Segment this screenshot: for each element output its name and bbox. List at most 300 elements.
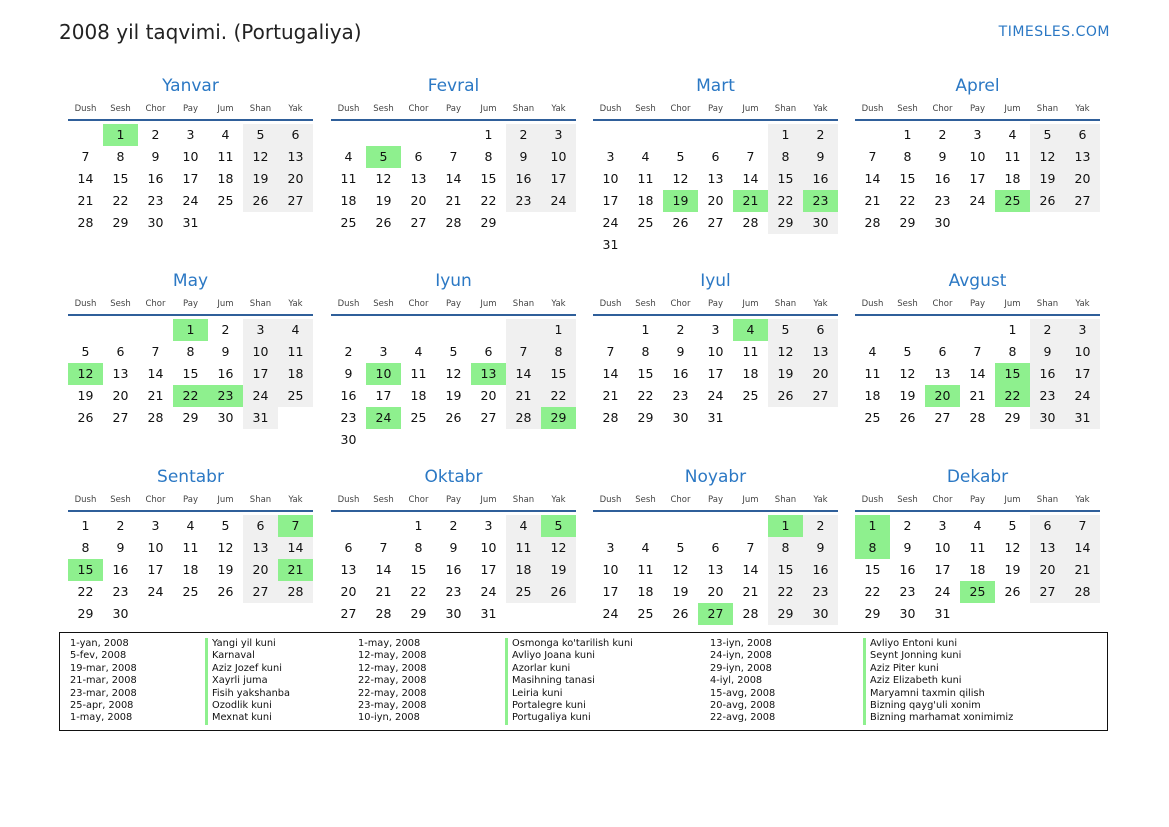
week-row — [855, 168, 1100, 190]
day-cell: 2 — [1030, 319, 1065, 341]
day-cell: 20 — [803, 363, 838, 385]
day-cell: 19 — [672, 584, 689, 599]
empty-day-cell — [960, 319, 995, 341]
day-cell: 15 — [480, 171, 497, 186]
day-cell: 1 — [103, 124, 138, 146]
week-row — [855, 319, 1100, 341]
empty-day-cell — [593, 124, 628, 146]
day-cell: 20 — [340, 584, 357, 599]
day-cell: 28 — [77, 215, 94, 230]
day-cell: 21 — [77, 193, 94, 208]
day-cell: 11 — [742, 344, 759, 359]
day-cell: 18 — [742, 366, 759, 381]
day-cell: 11 — [340, 171, 357, 186]
day-cell: 17 — [969, 171, 986, 186]
day-cell: 16 — [445, 562, 462, 577]
empty-day-cell — [366, 515, 401, 537]
day-cell: 25 — [340, 215, 357, 230]
day-cell: 16 — [217, 366, 234, 381]
weekday-label: Chor — [932, 299, 953, 309]
weekday-label: Sesh — [897, 495, 918, 505]
weekday-label: Jum — [742, 495, 759, 505]
week-row — [68, 385, 313, 407]
empty-day-cell — [1030, 603, 1065, 625]
weekday-label: Pay — [708, 104, 723, 114]
day-cell: 14 — [742, 171, 759, 186]
day-cell: 27 — [480, 410, 497, 425]
day-cell: 15 — [541, 363, 576, 385]
day-cell: 4 — [641, 540, 650, 555]
week-row — [68, 212, 313, 234]
month-divider — [855, 314, 1100, 316]
day-cell: 4 — [641, 149, 650, 164]
day-cell: 2 — [344, 344, 353, 359]
day-cell: 10 — [1065, 341, 1100, 363]
holiday-date: 24-iyn, 2008 — [710, 650, 772, 662]
day-cell: 15 — [768, 559, 803, 581]
holiday-date: 10-iyn, 2008 — [358, 712, 420, 724]
day-cell: 23 — [112, 584, 129, 599]
holiday-name: Aziz Jozef kuni — [205, 663, 290, 675]
day-cell: 10 — [147, 540, 164, 555]
month-title: Oktabr — [424, 467, 483, 487]
day-cell: 20 — [278, 168, 313, 190]
day-cell: 3 — [711, 322, 720, 337]
day-cell: 3 — [151, 518, 160, 533]
holiday-name: Portalegre kuni — [505, 700, 633, 712]
weekday-label: Yak — [288, 104, 303, 114]
day-cell: 16 — [899, 562, 916, 577]
month-days — [331, 319, 576, 451]
holiday-date: 21-mar, 2008 — [70, 675, 137, 687]
day-cell: 15 — [68, 559, 103, 581]
day-cell: 16 — [147, 171, 164, 186]
day-cell: 14 — [506, 363, 541, 385]
holiday-date: 12-may, 2008 — [358, 650, 427, 662]
day-cell: 28 — [742, 606, 759, 621]
weekday-label: Yak — [813, 299, 828, 309]
day-cell: 24 — [1065, 385, 1100, 407]
week-row — [331, 319, 576, 341]
day-cell: 13 — [1065, 146, 1100, 168]
day-cell: 25 — [742, 388, 759, 403]
day-cell: 11 — [637, 562, 654, 577]
day-cell: 4 — [973, 518, 982, 533]
empty-day-cell — [103, 319, 138, 341]
day-cell: 26 — [672, 215, 689, 230]
holiday-date: 23-may, 2008 — [358, 700, 427, 712]
day-cell: 18 — [182, 562, 199, 577]
day-cell: 12 — [899, 366, 916, 381]
weekday-label: Chor — [670, 299, 691, 309]
day-cell: 22 — [410, 584, 427, 599]
day-cell: 30 — [217, 410, 234, 425]
month-divider — [68, 314, 313, 316]
day-cell: 2 — [449, 518, 458, 533]
weekday-label: Chor — [145, 299, 166, 309]
day-cell: 7 — [449, 149, 458, 164]
day-cell: 28 — [445, 215, 462, 230]
day-cell: 26 — [672, 606, 689, 621]
day-cell: 19 — [768, 363, 803, 385]
empty-day-cell — [593, 515, 628, 537]
week-row — [331, 190, 576, 212]
day-cell: 6 — [803, 319, 838, 341]
day-cell: 11 — [637, 171, 654, 186]
day-cell: 15 — [410, 562, 427, 577]
empty-day-cell — [768, 234, 803, 256]
day-cell: 11 — [217, 149, 234, 164]
weekday-header — [68, 101, 313, 117]
day-cell: 4 — [278, 319, 313, 341]
day-cell: 6 — [484, 344, 493, 359]
day-cell: 10 — [934, 540, 951, 555]
month-avgust — [855, 270, 1100, 429]
day-cell: 24 — [707, 388, 724, 403]
day-cell: 26 — [1030, 190, 1065, 212]
weekday-label: Sesh — [635, 299, 656, 309]
weekday-label: Jum — [217, 495, 234, 505]
day-cell: 21 — [602, 388, 619, 403]
weekday-label: Pay — [970, 495, 985, 505]
day-cell: 20 — [112, 388, 129, 403]
day-cell: 14 — [602, 366, 619, 381]
empty-day-cell — [733, 407, 768, 429]
empty-day-cell — [243, 212, 278, 234]
day-cell: 12 — [217, 540, 234, 555]
day-cell: 12 — [541, 537, 576, 559]
day-cell: 6 — [243, 515, 278, 537]
day-cell: 2 — [803, 515, 838, 537]
week-row — [593, 319, 838, 341]
day-cell: 27 — [707, 215, 724, 230]
day-cell: 22 — [173, 385, 208, 407]
day-cell: 23 — [672, 388, 689, 403]
day-cell: 6 — [116, 344, 125, 359]
weekday-label: Chor — [932, 495, 953, 505]
day-cell: 15 — [637, 366, 654, 381]
month-days — [593, 319, 838, 429]
week-row — [593, 146, 838, 168]
day-cell: 8 — [768, 146, 803, 168]
empty-day-cell — [401, 319, 436, 341]
day-cell: 1 — [855, 515, 890, 537]
holiday-list — [59, 632, 1108, 731]
month-iyul — [593, 270, 838, 429]
day-cell: 8 — [81, 540, 90, 555]
weekday-label: Shan — [1036, 495, 1059, 505]
empty-day-cell — [628, 124, 663, 146]
day-cell: 3 — [1065, 319, 1100, 341]
holiday-date: 25-apr, 2008 — [70, 700, 134, 712]
day-cell: 29 — [410, 606, 427, 621]
day-cell: 29 — [768, 212, 803, 234]
day-cell: 29 — [768, 603, 803, 625]
holiday-date: 5-fev, 2008 — [70, 650, 127, 662]
day-cell: 23 — [934, 193, 951, 208]
weekday-label: Dush — [599, 299, 622, 309]
day-cell: 23 — [803, 581, 838, 603]
day-cell: 11 — [278, 341, 313, 363]
weekday-label: Pay — [183, 495, 198, 505]
month-days — [593, 515, 838, 625]
day-cell: 14 — [375, 562, 392, 577]
day-cell: 22 — [637, 388, 654, 403]
day-cell: 1 — [768, 124, 803, 146]
weekday-label: Yak — [1075, 495, 1090, 505]
empty-day-cell — [960, 603, 995, 625]
empty-day-cell — [1030, 212, 1065, 234]
day-cell: 29 — [112, 215, 129, 230]
holiday-dates-column-1 — [70, 638, 137, 725]
weekday-label: Jum — [742, 104, 759, 114]
weekday-label: Chor — [408, 104, 429, 114]
day-cell: 30 — [147, 215, 164, 230]
weekday-label: Sesh — [110, 104, 131, 114]
day-cell: 21 — [278, 559, 313, 581]
day-cell: 9 — [151, 149, 160, 164]
day-cell: 28 — [602, 410, 619, 425]
month-days — [331, 515, 576, 625]
day-cell: 18 — [637, 193, 654, 208]
empty-day-cell — [506, 429, 541, 451]
day-cell: 9 — [803, 146, 838, 168]
empty-day-cell — [471, 319, 506, 341]
week-row — [331, 515, 576, 537]
day-cell: 28 — [742, 215, 759, 230]
holiday-name: Maryamni taxmin qilish — [863, 688, 1013, 700]
day-cell: 7 — [151, 344, 160, 359]
empty-day-cell — [925, 319, 960, 341]
day-cell: 2 — [676, 322, 685, 337]
day-cell: 8 — [186, 344, 195, 359]
day-cell: 15 — [864, 562, 881, 577]
day-cell: 9 — [803, 537, 838, 559]
day-cell: 18 — [864, 388, 881, 403]
weekday-label: Dush — [337, 495, 360, 505]
weekday-label: Sesh — [897, 299, 918, 309]
empty-day-cell — [733, 234, 768, 256]
day-cell: 3 — [606, 540, 615, 555]
day-cell: 16 — [934, 171, 951, 186]
month-title: Iyun — [435, 271, 472, 291]
day-cell: 26 — [1004, 584, 1021, 599]
empty-day-cell — [1065, 212, 1100, 234]
day-cell: 6 — [278, 124, 313, 146]
day-cell: 26 — [768, 385, 803, 407]
holiday-name: Bizning qayg'uli xonim — [863, 700, 1013, 712]
day-cell: 20 — [243, 559, 278, 581]
holiday-date: 13-iyn, 2008 — [710, 638, 772, 649]
holiday-name: Osmonga ko'tarilish kuni — [505, 638, 633, 650]
empty-day-cell — [506, 212, 541, 234]
day-cell: 13 — [112, 366, 129, 381]
day-cell: 17 — [182, 171, 199, 186]
week-row — [331, 385, 576, 407]
day-cell: 5 — [541, 515, 576, 537]
weekday-label: Shan — [512, 299, 535, 309]
weekday-label: Chor — [670, 104, 691, 114]
week-row — [593, 537, 838, 559]
day-cell: 21 — [969, 388, 986, 403]
day-cell: 25 — [410, 410, 427, 425]
day-cell: 3 — [541, 124, 576, 146]
day-cell: 23 — [1030, 385, 1065, 407]
holiday-names-column-2 — [505, 638, 633, 725]
empty-day-cell — [331, 124, 366, 146]
empty-day-cell — [208, 212, 243, 234]
day-cell: 22 — [768, 190, 803, 212]
day-cell: 4 — [221, 127, 230, 142]
day-cell: 19 — [217, 562, 234, 577]
weekday-label: Jum — [1004, 495, 1021, 505]
week-row — [855, 146, 1100, 168]
holiday-name: Aziz Piter kuni — [863, 663, 1013, 675]
day-cell: 9 — [676, 344, 685, 359]
day-cell: 4 — [733, 319, 768, 341]
day-cell: 18 — [506, 559, 541, 581]
weekday-label: Dush — [74, 299, 97, 309]
day-cell: 5 — [366, 146, 401, 168]
day-cell: 22 — [77, 584, 94, 599]
holiday-name: Fisih yakshanba — [205, 688, 290, 700]
day-cell: 8 — [484, 149, 493, 164]
day-cell: 29 — [1004, 410, 1021, 425]
day-cell: 27 — [1030, 581, 1065, 603]
day-cell: 17 — [602, 193, 619, 208]
day-cell: 23 — [340, 410, 357, 425]
day-cell: 10 — [182, 149, 199, 164]
week-row — [855, 407, 1100, 429]
holiday-date: 1-may, 2008 — [70, 712, 133, 724]
day-cell: 10 — [602, 562, 619, 577]
month-divider — [855, 119, 1100, 121]
day-cell: 18 — [1004, 171, 1021, 186]
week-row — [68, 559, 313, 581]
empty-day-cell — [366, 319, 401, 341]
weekday-label: Pay — [183, 104, 198, 114]
day-cell: 30 — [803, 603, 838, 625]
day-cell: 21 — [742, 584, 759, 599]
day-cell: 18 — [969, 562, 986, 577]
day-cell: 31 — [1065, 407, 1100, 429]
month-title: Dekabr — [946, 467, 1009, 487]
day-cell: 7 — [606, 344, 615, 359]
weekday-label: Chor — [145, 104, 166, 114]
day-cell: 26 — [217, 584, 234, 599]
day-cell: 17 — [541, 168, 576, 190]
weekday-label: Pay — [970, 104, 985, 114]
day-cell: 15 — [995, 363, 1030, 385]
day-cell: 22 — [541, 385, 576, 407]
day-cell: 28 — [375, 606, 392, 621]
month-iyun — [331, 270, 576, 451]
day-cell: 9 — [221, 344, 230, 359]
weekday-label: Chor — [408, 299, 429, 309]
empty-day-cell — [733, 124, 768, 146]
day-cell: 12 — [68, 363, 103, 385]
day-cell: 25 — [217, 193, 234, 208]
day-cell: 15 — [112, 171, 129, 186]
week-row — [331, 429, 576, 451]
day-cell: 29 — [899, 215, 916, 230]
day-cell: 13 — [410, 171, 427, 186]
week-row — [68, 515, 313, 537]
day-cell: 18 — [410, 388, 427, 403]
week-row — [593, 407, 838, 429]
day-cell: 20 — [410, 193, 427, 208]
day-cell: 5 — [81, 344, 90, 359]
day-cell: 11 — [1004, 149, 1021, 164]
day-cell: 26 — [243, 190, 278, 212]
week-row — [593, 168, 838, 190]
weekday-label: Jum — [217, 104, 234, 114]
week-row — [331, 124, 576, 146]
day-cell: 25 — [960, 581, 995, 603]
weekday-label: Sesh — [635, 495, 656, 505]
empty-day-cell — [803, 234, 838, 256]
day-cell: 2 — [221, 322, 230, 337]
week-row — [593, 385, 838, 407]
month-divider — [331, 314, 576, 316]
day-cell: 3 — [973, 127, 982, 142]
day-cell: 7 — [506, 341, 541, 363]
day-cell: 27 — [278, 190, 313, 212]
day-cell: 24 — [243, 385, 278, 407]
day-cell: 5 — [1030, 124, 1065, 146]
day-cell: 26 — [77, 410, 94, 425]
day-cell: 1 — [768, 515, 803, 537]
month-divider — [68, 510, 313, 512]
week-row — [68, 341, 313, 363]
weekday-label: Sesh — [110, 495, 131, 505]
week-row — [593, 581, 838, 603]
weekday-label: Sesh — [373, 495, 394, 505]
empty-day-cell — [995, 212, 1030, 234]
day-cell: 2 — [116, 518, 125, 533]
week-row — [331, 559, 576, 581]
day-cell: 1 — [81, 518, 90, 533]
day-cell: 9 — [449, 540, 458, 555]
holiday-date: 19-mar, 2008 — [70, 662, 137, 674]
empty-day-cell — [506, 319, 541, 341]
day-cell: 19 — [243, 168, 278, 190]
day-cell: 31 — [707, 410, 724, 425]
week-row — [855, 212, 1100, 234]
day-cell: 29 — [480, 215, 497, 230]
weekday-header — [331, 296, 576, 312]
day-cell: 31 — [182, 215, 199, 230]
day-cell: 7 — [868, 149, 877, 164]
month-title: Aprel — [955, 76, 1000, 96]
brand-link[interactable]: TIMESLES.COM — [998, 24, 1110, 40]
day-cell: 21 — [1065, 559, 1100, 581]
day-cell: 25 — [182, 584, 199, 599]
empty-day-cell — [278, 407, 313, 429]
empty-day-cell — [733, 515, 768, 537]
empty-day-cell — [855, 319, 890, 341]
holiday-name: Leiria kuni — [505, 688, 633, 700]
day-cell: 27 — [698, 603, 733, 625]
empty-day-cell — [68, 319, 103, 341]
empty-day-cell — [138, 603, 173, 625]
day-cell: 19 — [445, 388, 462, 403]
holiday-name: Karnaval — [205, 650, 290, 662]
day-cell: 26 — [899, 410, 916, 425]
day-cell: 21 — [864, 193, 881, 208]
day-cell: 1 — [1008, 322, 1017, 337]
weekday-label: Dush — [337, 104, 360, 114]
